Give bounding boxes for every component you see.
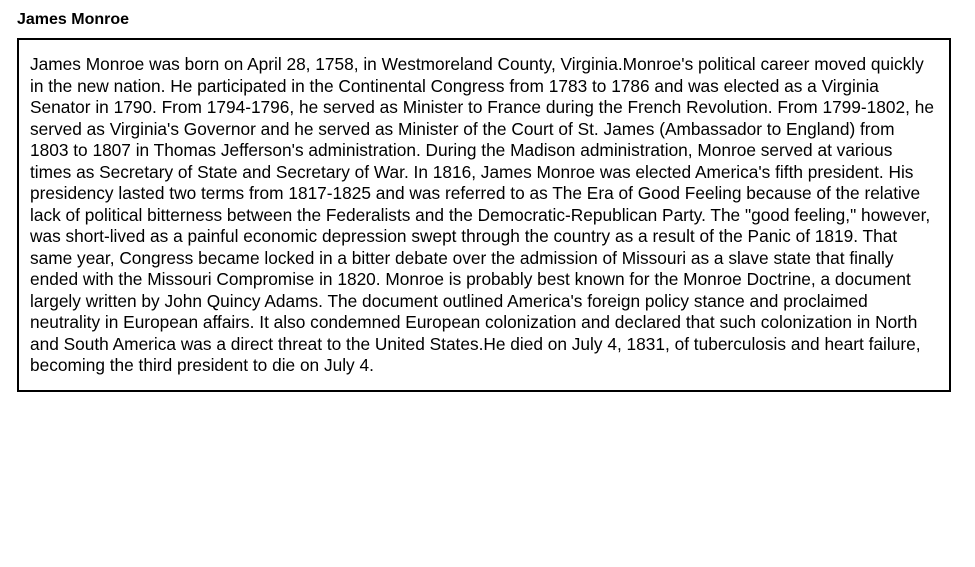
biography-text: James Monroe was born on April 28, 1758, in Westmoreland County, Virginia.Monroe's political career moved quickly in the new nation. He participated in the Continental Congress from 1783 to 1786 and was elected as a Virginia Senator in 1790. From 1794-1796, he served as Minister to France during the French Revolution. From 1799-1802, he served as Virginia's Governor and he served as Minister of the Court of St. James (Ambassador to England) from 1803 to 1807 in Thomas Jefferson's administration. During the Madison administration, Monroe served at various times as Secretary of State and Secretary of War. In 1816, James Monroe was elected America's fifth president. His presidency lasted two terms from 1817-1825 and was referred to as The Era of Good Feeling because of the relative lack of political bitterness between the Federalists and the Democratic-Republican Party. The "good feeling," however, was short-lived as a painful economic depression swept through the country as a result of the Panic of 1819. That same year, Congress became locked in a bitter debate over the admission of Missouri as a slave state that finally ended with the Missouri Compromise in 1820. Monroe is probably best known for the Monroe Doctrine, a document largely written by John Quincy Adams. The document outlined America's foreign policy stance and proclaimed neutrality in European affairs. It also condemned European colonization and declared that such colonization in North and South America was a direct threat to the United States.He died on July 4, 1831, of tuberculosis and heart failure, becoming the third president to die on July 4. bbox=[30, 54, 934, 375]
page-title: James Monroe bbox=[17, 11, 130, 28]
biography-box bbox=[17, 38, 951, 392]
